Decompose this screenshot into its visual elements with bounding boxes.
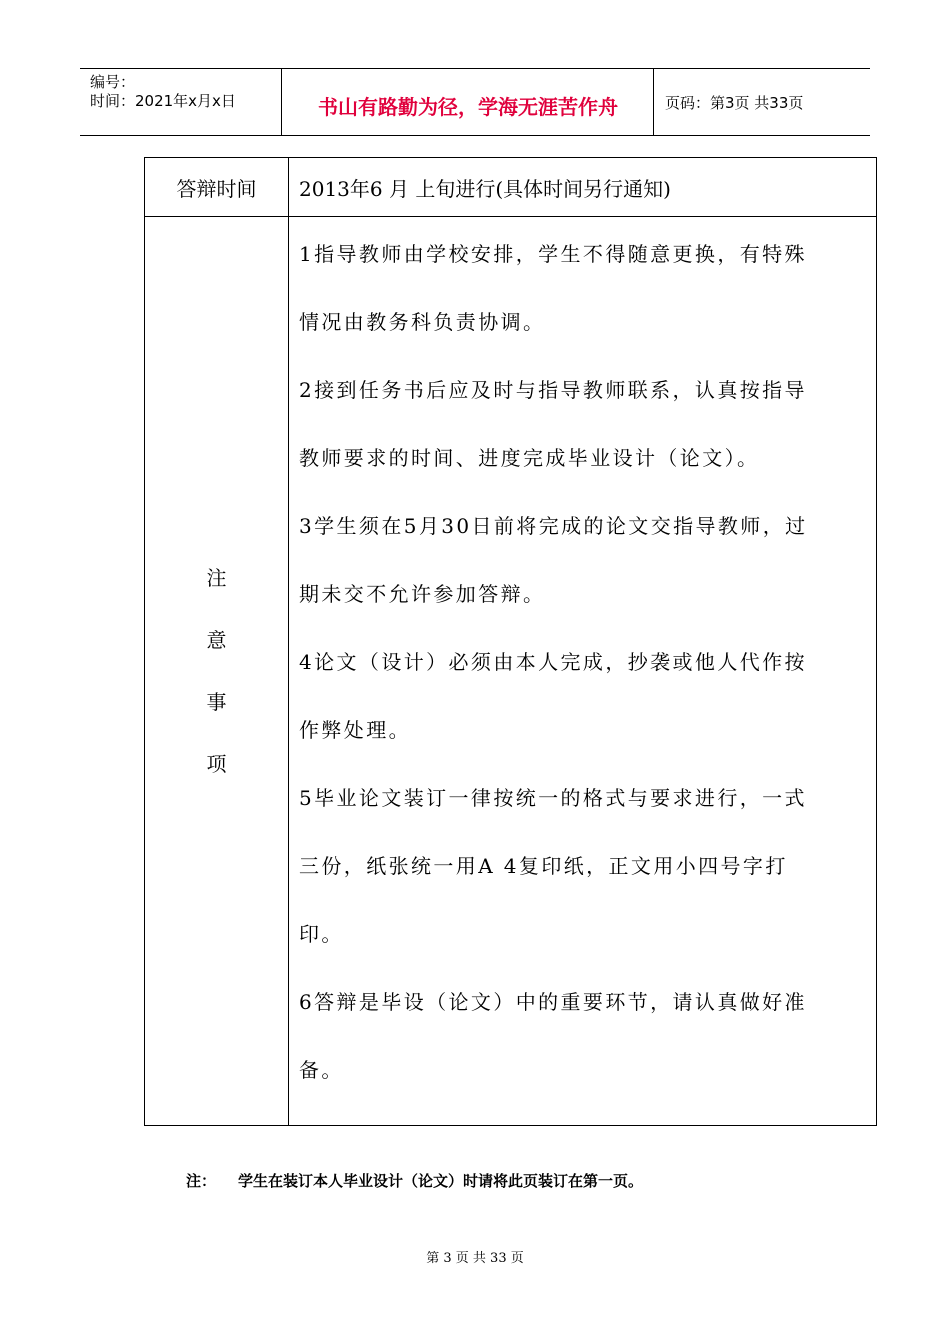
- note-line: 3学生须在5月30日前将完成的论文交指导教师，过: [299, 514, 808, 538]
- notes-body: [289, 217, 877, 1126]
- notes-label-char: 事: [206, 690, 227, 714]
- note-line: 4论文（设计）必须由本人完成，抄袭或他人代作按: [299, 650, 807, 674]
- footnote-text: 学生在装订本人毕业设计（论文）时请将此页装订在第一页。: [238, 1172, 644, 1190]
- notes-label-char: 项: [206, 752, 227, 776]
- page-number: 第 3 页 共 33 页: [426, 1251, 524, 1266]
- defense-time-label: 答辩时间: [145, 158, 289, 217]
- note-line: 1指导教师由学校安排，学生不得随意更换，有特殊: [299, 242, 807, 266]
- note-line: 5毕业论文装订一律按统一的格式与要求进行，一式: [299, 786, 807, 810]
- header-page-info: 页码：第3页 共33页: [665, 94, 804, 112]
- note-line: 印。: [299, 922, 344, 946]
- note-line: 6答辩是毕设（论文）中的重要环节，请认真做好准: [299, 990, 807, 1014]
- header-divider-right: [653, 68, 654, 136]
- notes-label-char: 注: [206, 566, 227, 590]
- note-line: 教师要求的时间、进度完成毕业设计（论文）。: [299, 446, 760, 470]
- note-line: 情况由教务科负责协调。: [299, 310, 546, 334]
- note-line: 备。: [299, 1058, 344, 1082]
- notes-label: [145, 217, 289, 1126]
- header-top-rule: [80, 68, 870, 69]
- header-slogan: 书山有路勤为径，学海无涯苦作舟: [318, 95, 618, 119]
- note-line: 期未交不允许参加答辩。: [299, 582, 546, 606]
- header-divider-left: [281, 68, 282, 136]
- notes-row: [145, 217, 877, 1126]
- note-line: 2接到任务书后应及时与指导教师联系，认真按指导: [299, 378, 807, 402]
- defense-time-row: [145, 158, 877, 217]
- document-number-label: 编号：: [90, 73, 136, 91]
- footnote: [186, 1170, 643, 1191]
- header-bottom-rule: [80, 135, 870, 136]
- note-line: 作弊处理。: [299, 718, 411, 742]
- notes-label-char: 意: [206, 628, 227, 652]
- document-date: 时间：2021年x月x日: [90, 92, 236, 110]
- defense-time-value: 2013年6 月 上旬进行(具体时间另行通知): [289, 158, 877, 217]
- defense-info-table: [144, 157, 877, 1126]
- footnote-tag: 注：: [186, 1172, 217, 1190]
- note-line: 三份，纸张统一用A 4复印纸，正文用小四号字打: [299, 854, 788, 878]
